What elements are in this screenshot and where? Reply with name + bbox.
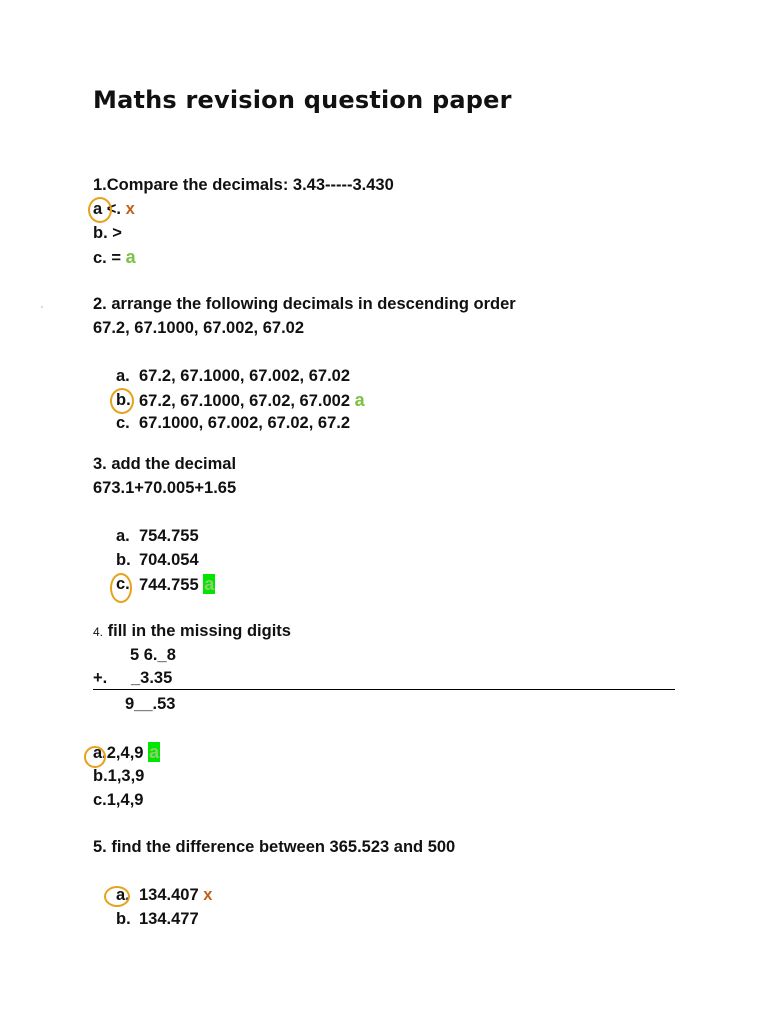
q1-option-c (93, 247, 136, 268)
highlighted-correct-mark: a (149, 742, 160, 762)
q4-option-c: c.1,4,9 (93, 791, 144, 809)
q2-option-b-text: 67.2, 67.1000, 67.02, 67.002 (139, 392, 351, 410)
q3-option-b-letter: b. (116, 551, 131, 569)
answer-circle-q2 (110, 388, 134, 414)
q1-option-b: b. > (93, 224, 122, 242)
q5-option-b-letter: b. (116, 910, 131, 928)
page-title: Maths revision question paper (93, 86, 512, 114)
q5-prompt: 5. find the difference between 365.523 and 500 (93, 838, 456, 856)
q5-option-a-letter: a. (116, 886, 130, 904)
cross-mark: x (125, 200, 135, 218)
q5-option-b-text: 134.477 (139, 910, 199, 928)
q3-option-a-letter: a. (116, 527, 130, 545)
q5-option-a-content (139, 885, 212, 905)
cross-mark: x (203, 886, 213, 904)
answer-circle-q5 (104, 886, 130, 907)
q5-option-b (116, 909, 199, 929)
q3-option-b (116, 550, 199, 570)
answer-circle-q4 (84, 746, 106, 768)
q2-option-c (116, 413, 351, 433)
stray-dot (41, 306, 43, 308)
q2-option-a-text: 67.2, 67.1000, 67.002, 67.02 (139, 367, 351, 385)
q2-numbers: 67.2, 67.1000, 67.002, 67.02 (93, 319, 305, 337)
correct-mark: a (125, 247, 136, 267)
sum-divider-line (93, 689, 675, 690)
q3-option-c-content (139, 574, 215, 595)
correct-mark: a (354, 390, 365, 410)
q4-result: 9__.53 (125, 695, 176, 713)
q2-option-c-text: 67.1000, 67.002, 67.02, 67.2 (139, 414, 351, 432)
answer-circle-q3 (110, 573, 132, 603)
q2-option-b-letter: b. (116, 391, 131, 409)
q1-prompt: 1.Compare the decimals: 3.43-----3.430 (93, 176, 394, 194)
highlighted-correct-mark: a (204, 574, 215, 594)
q4-addend-2-line (93, 668, 173, 688)
q3-option-c-text: 744.755 (139, 576, 199, 594)
q3-expression: 673.1+70.005+1.65 (93, 479, 237, 497)
q3-option-a-text: 754.755 (139, 527, 199, 545)
q3-prompt: 3. add the decimal (93, 455, 237, 473)
answer-circle-q1 (88, 197, 112, 223)
q4-option-b: b.1,3,9 (93, 767, 145, 785)
q2-option-c-letter: c. (116, 414, 130, 432)
q2-option-a (116, 366, 351, 386)
q4-plus-sign: +. (93, 669, 108, 687)
q2-prompt: 2. arrange the following decimals in descending order (93, 295, 516, 313)
q4-addend-1: 5 6._8 (130, 646, 176, 664)
q4-number: 4. (93, 625, 104, 639)
q1-option-c-text: c. = (93, 249, 121, 267)
q4-prompt-line (93, 621, 291, 642)
q4-addend-2: _3.35 (131, 669, 173, 687)
q2-option-a-letter: a. (116, 367, 130, 385)
q3-option-b-text: 704.054 (139, 551, 199, 569)
q4-option-a-text: a.2,4,9 (93, 744, 144, 762)
q3-option-a (116, 526, 199, 546)
q1-option-a-text: a <. (93, 200, 121, 218)
q3-option-c-letter: c. (116, 575, 130, 593)
q2-option-b-content (139, 390, 365, 411)
q4-prompt: fill in the missing digits (107, 622, 291, 640)
q5-option-a-text: 134.407 (139, 886, 199, 904)
